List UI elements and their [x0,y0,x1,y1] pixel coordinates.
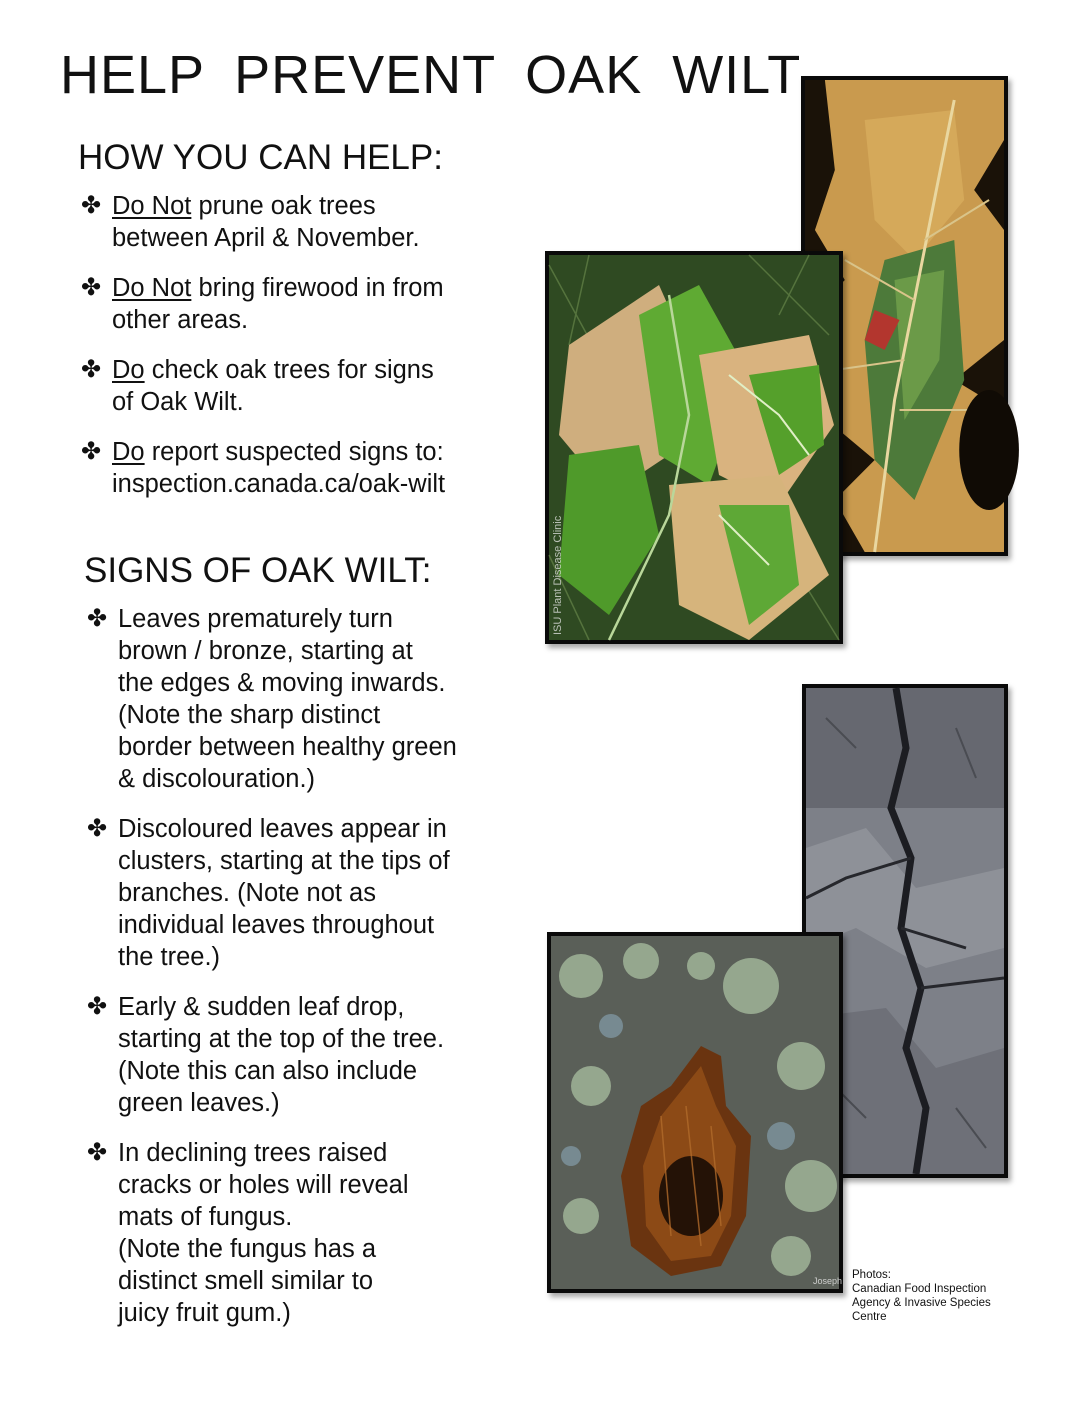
photo-credit-text: Agency & Invasive Species [852,1297,991,1309]
photo-credit-label: Photos: [852,1269,891,1281]
leaf-photo-watermark: ISU Plant Disease Clinic [552,515,564,635]
bark-photo-watermark: Joseph [813,1276,843,1286]
help-item-text: report suspected signs to: [144,438,444,466]
help-emphasis: Do [112,438,145,466]
help-item [78,436,518,500]
help-item-text: bring firewood in from [191,274,444,302]
sign-item-text: mats of fungus. [118,1203,293,1231]
sign-item-text: (Note the fungus has a [118,1235,377,1263]
help-item [78,272,518,336]
sign-item-text: In declining trees raised [118,1139,388,1167]
sign-item-text: individual leaves throughout [118,911,435,939]
help-item [78,190,518,254]
sign-item-text: starting at the top of the tree. [118,1025,445,1053]
page-title: HELP PREVENT OAK WILT [60,45,802,105]
sign-item-text: clusters, starting at the tips of [118,847,450,875]
help-item-text: check oak trees for signs [144,356,434,384]
help-item [78,354,518,418]
sign-item-text: Discoloured leaves appear in [118,815,447,843]
help-item-text: of Oak Wilt. [112,388,244,416]
how-you-can-help-heading: HOW YOU CAN HELP: [78,138,443,177]
bullet-icon: ✤ [80,438,102,465]
sign-item-text: border between healthy green [118,733,457,761]
help-item-text: between April & November. [112,224,420,252]
sign-item-text: juicy fruit gum.) [118,1299,291,1327]
sign-item-text: green leaves.) [118,1089,280,1117]
sign-item-text: the tree.) [118,943,221,971]
sign-item-text: & discolouration.) [118,765,316,793]
bullet-icon: ✤ [80,192,102,219]
sign-item-text: brown / bronze, starting at [118,637,413,665]
signs-list [84,603,524,1347]
sign-item-text: branches. (Note not as [118,879,376,907]
bullet-icon: ✤ [86,993,108,1020]
sign-item-text: distinct smell similar to [118,1267,374,1295]
sign-item-text: the edges & moving inwards. [118,669,446,697]
photo-credit-text: Canadian Food Inspection [852,1283,987,1295]
help-list [78,190,518,518]
photo-credit [852,1268,991,1324]
help-item-text: prune oak trees [191,192,376,220]
green-leaves-photo [545,251,843,644]
photo-credit-text: Centre [852,1311,887,1323]
sign-item [84,603,524,795]
help-emphasis: Do [112,356,145,384]
help-emphasis: Do Not [112,274,192,302]
bullet-icon: ✤ [80,356,102,383]
help-item-text: other areas. [112,306,249,334]
bullet-icon: ✤ [86,605,108,632]
green-leaves-image [549,255,839,640]
bullet-icon: ✤ [80,274,102,301]
sign-item [84,1137,524,1329]
bullet-icon: ✤ [86,1139,108,1166]
bullet-icon: ✤ [86,815,108,842]
sign-item-text: (Note this can also include [118,1057,418,1085]
sign-item-text: (Note the sharp distinct [118,701,381,729]
fungal-mat-image [551,936,843,1289]
signs-of-oak-wilt-heading: SIGNS OF OAK WILT: [84,551,432,590]
sign-item [84,991,524,1119]
fungal-mat-photo [547,932,843,1293]
sign-item-text: cracks or holes will reveal [118,1171,409,1199]
report-url: inspection.canada.ca/oak-wilt [112,470,446,498]
sign-item [84,813,524,973]
sign-item-text: Leaves prematurely turn [118,605,393,633]
help-emphasis: Do Not [112,192,192,220]
sign-item-text: Early & sudden leaf drop, [118,993,405,1021]
